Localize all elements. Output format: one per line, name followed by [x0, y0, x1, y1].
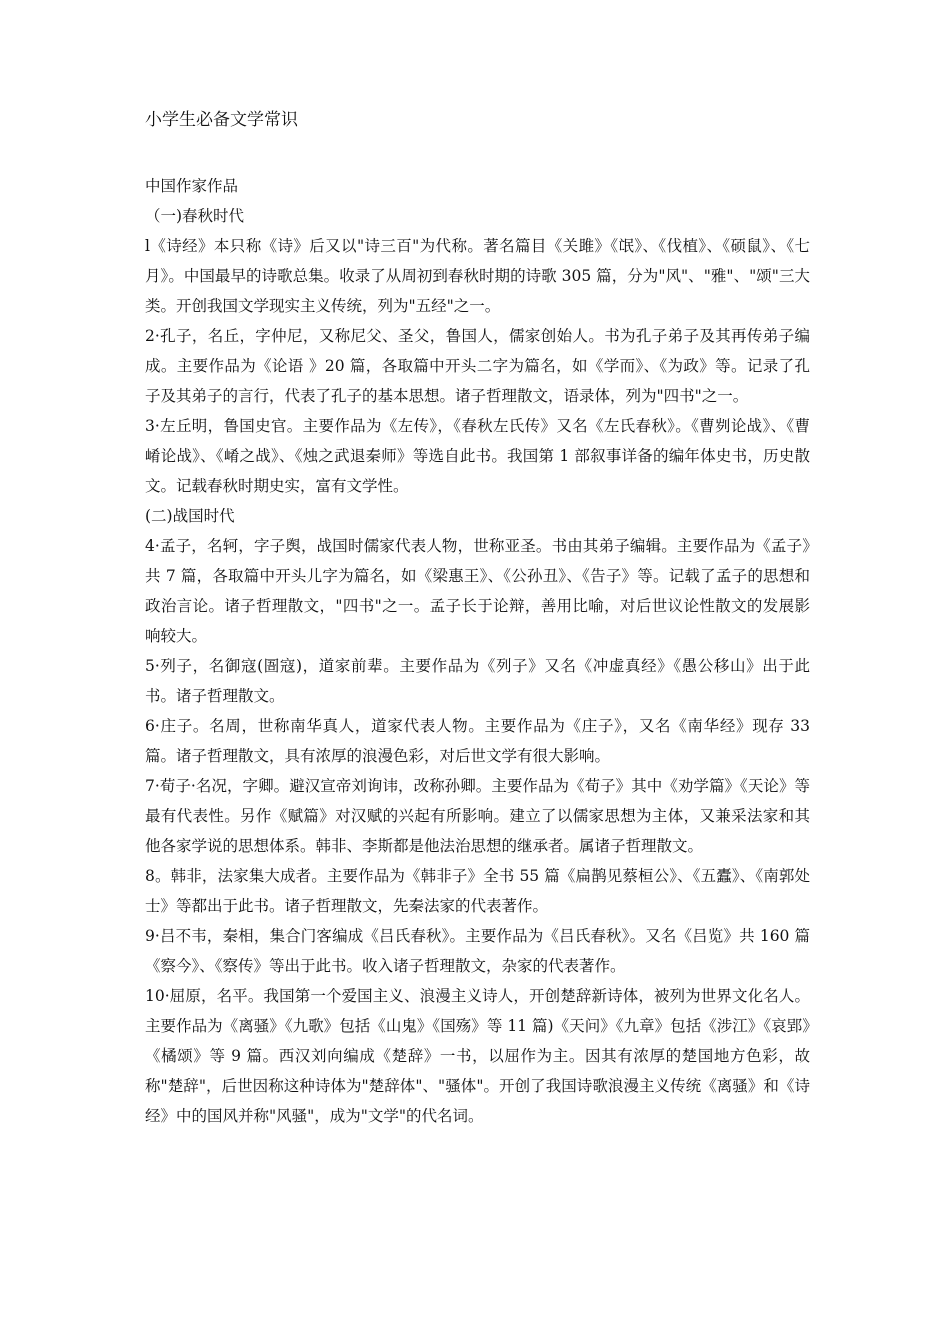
entry-zhuangzi: 6·庄子。名周，世称南华真人，道家代表人物。主要作品为《庄子》，又名《南华经》现存 33 篇。诸子哲理散文，具有浓厚的浪漫色彩，对后世文学有很大影响。	[145, 717, 810, 765]
document-page	[145, 108, 810, 1131]
document-title: 小学生必备文学常识	[145, 110, 298, 130]
entry-zuo-qiuming: 3·左丘明，鲁国史官。主要作品为《左传》，《春秋左氏传》又名《左氏春秋》。《曹刿论战》、《曹崤论战》、《崤之战》、《烛之武退秦师》等选自此书。我国第 1 部叙事详备的编年体史书，历史散文。记载春秋时期史实，富有文学性。	[145, 417, 810, 495]
entry-hanfei: 8。韩非，法家集大成者。主要作品为《韩非子》全书 55 篇《扁鹊见蔡桓公》、《五蠹》、《南郭处士》等都出于此书。诸子哲理散文，先秦法家的代表著作。	[145, 867, 810, 915]
entry-confucius: 2·孔子，名丘，字仲尼，又称尼父、圣父，鲁国人，儒家创始人。书为孔子弟子及其再传弟子编成。主要作品为《论语 》20 篇，各取篇中开头二字为篇名，如《学而》、《为政》等。记录了孔子及其弟子的言行，代表了孔子的基本思想。诸子哲理散文，语录体，列为"四书"之一。	[145, 327, 810, 405]
entry-lu-buwei: 9·吕不韦，秦相，集合门客编成《吕氏春秋》。主要作品为《吕氏春秋》。又名《吕览》共 160 篇《察今》、《察传》等出于此书。收入诸子哲理散文，杂家的代表著作。	[145, 927, 810, 975]
entry-shijing: l《诗经》本只称《诗》后又以"诗三百"为代称。著名篇目《关雎》《氓》、《伐植》、《硕鼠》、《七月》。中国最早的诗歌总集。收录了从周初到春秋时期的诗歌 305 篇，分为"风"、"雅"、"颂"三大类。开创我国文学现实主义传统，列为"五经"之一。	[145, 237, 810, 315]
entry-qu-yuan: 10·屈原，名平。我国第一个爱国主义、浪漫主义诗人，开创楚辞新诗体，被列为世界文化名人。主要作品为《离骚》《九歌》包括《山鬼》《国殇》等 11 篇)《天问》《九章》包括《涉江》《哀郢》《橘颂》等 9 篇。西汉刘向编成《楚辞》一书，以屈作为主。因其有浓厚的楚国地方色彩，故称"楚辞"，后世因称这种诗体为"楚辞体"、"骚体"。开创了我国诗歌浪漫主义传统《离骚》和《诗经》中的国风并称"风骚"，成为"文学"的代名词。	[145, 987, 810, 1125]
entry-liezi: 5·列子，名御寇(圄寇)，道家前辈。主要作品为《列子》又名《冲虚真经》《愚公移山》出于此书。诸子哲理散文。	[145, 657, 810, 705]
entry-mencius: 4·孟子，名轲，字子舆，战国时儒家代表人物，世称亚圣。书由其弟子编辑。主要作品为《孟子》共 7 篇，各取篇中开头儿字为篇名，如《梁惠王》、《公孙丑》、《告子》等。记载了孟子的思想和政治言论。诸子哲理散文，"四书"之一。孟子长于论辩，善用比喻，对后世议论性散文的发展影响较大。	[145, 537, 810, 645]
section-heading: 中国作家作品	[145, 177, 239, 195]
period-warring-states	[145, 501, 810, 1131]
period-heading: (二)战国时代	[145, 507, 235, 525]
entry-xunzi: 7·荀子·名况，字卿。避汉宣帝刘询讳，改称孙卿。主要作品为《荀子》其中《劝学篇》《天论》等最有代表性。另作《赋篇》对汉赋的兴起有所影响。建立了以儒家思想为主体，又兼采法家和其他各家学说的思想体系。韩非、李斯都是他法治思想的继承者。属诸子哲理散文。	[145, 777, 811, 855]
period-spring-autumn	[145, 201, 810, 501]
period-heading: （一)春秋时代	[145, 207, 245, 225]
